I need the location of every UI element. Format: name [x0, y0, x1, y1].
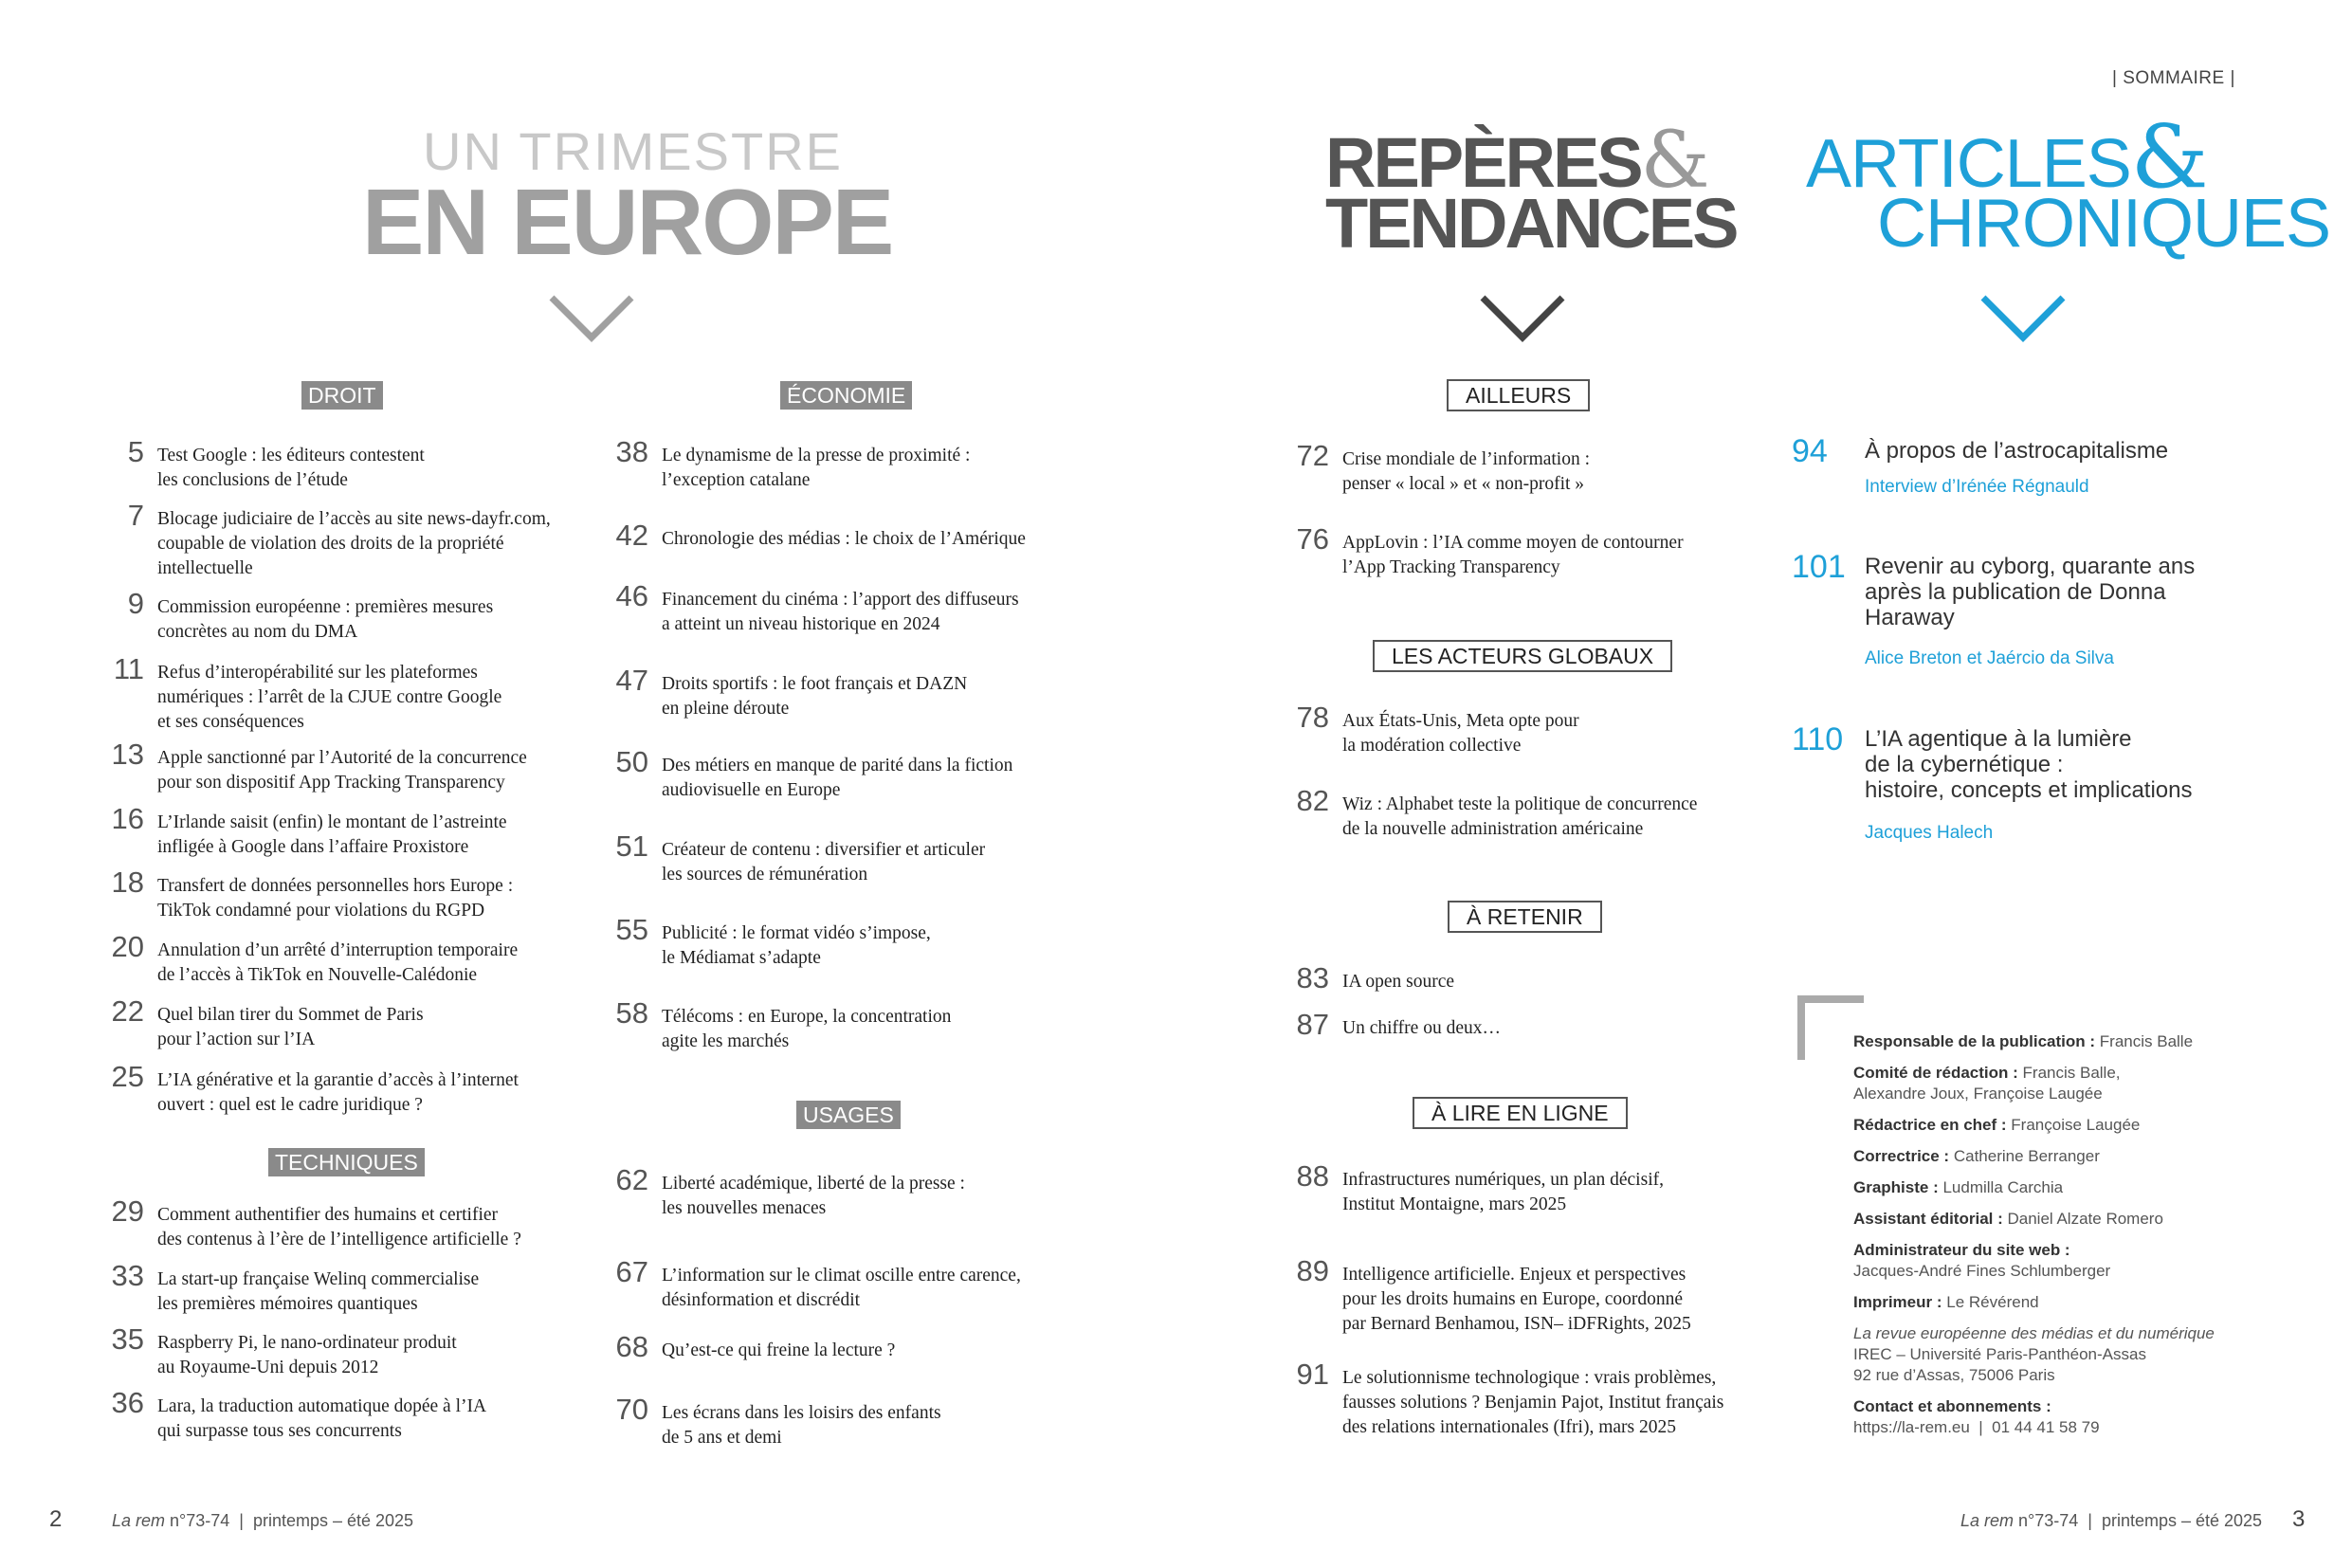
toc-page-number: 22 — [111, 994, 144, 1028]
credit-value: Jacques-André Fines Schlumberger — [1853, 1262, 2111, 1280]
toc-entry-title: Test Google : les éditeurs contestent les conclusions de l’étude — [157, 446, 425, 490]
credit-row — [1853, 1146, 2280, 1167]
toc-entry-title: Lara, la traduction automatique dopée à l’IA qui surpasse tous ses concurrents — [157, 1396, 487, 1441]
toc-entry — [127, 499, 551, 581]
toc-entry-title: Droits sportifs : le foot français et DAZN en pleine déroute — [662, 674, 968, 719]
toc-entry — [1296, 1008, 1501, 1041]
toc-entry — [615, 913, 931, 971]
footer-right — [1960, 1511, 2262, 1531]
heading-europe-line2: EN EUROPE — [362, 170, 893, 274]
toc-entry — [1296, 439, 1591, 497]
toc-entry-title: Qu’est-ce qui freine la lecture ? — [662, 1340, 896, 1360]
toc-page-number: 20 — [111, 930, 144, 963]
toc-entry-title: Crise mondiale de l’information : penser « local » et « non-profit » — [1342, 449, 1591, 494]
toc-entry — [1296, 522, 1684, 580]
toc-entry — [615, 519, 1026, 552]
credit-row — [1853, 1292, 2280, 1313]
toc-page-number: 35 — [111, 1322, 144, 1356]
credit-label: Imprimeur : — [1853, 1293, 1942, 1311]
toc-entry-title: Raspberry Pi, le nano-ordinateur produit au Royaume-Uni depuis 2012 — [157, 1333, 457, 1377]
credit-value: Ludmilla Carchia — [1938, 1178, 2064, 1196]
section-label-droit: DROIT — [301, 381, 383, 410]
toc-page-number: 91 — [1296, 1358, 1329, 1391]
heading-europe-line1: UN TRIMESTRE — [423, 121, 843, 181]
toc-entry — [1296, 701, 1579, 758]
toc-entry — [615, 435, 971, 493]
credit-label: Correctrice : — [1853, 1147, 1950, 1165]
toc-entry — [111, 994, 424, 1052]
toc-entry — [111, 866, 514, 923]
toc-page-number: 46 — [615, 579, 648, 612]
publisher-org: IREC – Université Paris-Panthéon-Assas — [1853, 1345, 2146, 1363]
credit-value: Françoise Laugée — [2006, 1116, 2141, 1134]
article-page-number: 110 — [1792, 721, 1844, 757]
heading-articles-line2: CHRONIQUES — [1877, 186, 2331, 262]
page-number-left: 2 — [49, 1506, 63, 1532]
article-page-number: 101 — [1792, 549, 1846, 585]
toc-entry — [615, 830, 986, 887]
credit-row — [1853, 1031, 2280, 1052]
toc-entry-title: Intelligence artificielle. Enjeux et perspectives pour les droits humains en Europe, coordonné par Bernard Benhamou, ISN– iDFRights, 2025 — [1342, 1265, 1691, 1334]
credits-block — [1853, 1031, 2280, 1449]
toc-entry-title: Les écrans dans les loisirs des enfants de 5 ans et demi — [662, 1403, 941, 1448]
footer-journal: La rem — [112, 1511, 166, 1530]
article-author: Alice Breton et Jaércio da Silva — [1865, 648, 2114, 668]
toc-entry-title: Un chiffre ou deux… — [1342, 1018, 1501, 1038]
toc-page-number: 50 — [615, 745, 648, 778]
toc-entry — [615, 579, 1019, 637]
credit-row — [1853, 1115, 2280, 1136]
toc-entry-title: Commission européenne : premières mesures concrètes au nom du DMA — [157, 597, 494, 642]
toc-page-number: 9 — [127, 587, 144, 620]
heading-articles-line1: ARTICLES — [1806, 126, 2131, 202]
toc-page-number: 38 — [615, 435, 648, 468]
article-title: L’IA agentique à la lumière de la cybernétique : histoire, concepts et implications — [1865, 726, 2193, 803]
toc-entry-title: Apple sanctionné par l’Autorité de la concurrence pour son dispositif App Tracking Transparency — [157, 748, 527, 793]
toc-entry-title: Des métiers en manque de parité dans la fiction audiovisuelle en Europe — [662, 756, 1013, 800]
toc-entry-title: Télécoms : en Europe, la concentration agite les marchés — [662, 1007, 952, 1051]
footer-left — [112, 1511, 413, 1531]
toc-page-number: 47 — [615, 664, 648, 697]
toc-entry — [127, 587, 494, 645]
credit-label: Assistant éditorial : — [1853, 1210, 2003, 1228]
toc-entry — [111, 1194, 521, 1252]
section-label-acteurs-globaux: LES ACTEURS GLOBAUX — [1373, 640, 1672, 672]
chevron-down-icon — [548, 294, 635, 343]
toc-entry — [127, 435, 425, 493]
ampersand-reperes: & — [1640, 116, 1710, 206]
toc-entry-title: Aux États-Unis, Meta opte pour la modération collective — [1342, 711, 1579, 756]
section-label-techniques: TECHNIQUES — [268, 1148, 425, 1176]
toc-page-number: 42 — [615, 519, 648, 552]
section-label-a-retenir: À RETENIR — [1448, 901, 1602, 933]
chevron-down-icon — [1979, 294, 2067, 343]
credit-row — [1853, 1240, 2280, 1282]
toc-page-number: 7 — [127, 499, 144, 532]
toc-entry — [113, 652, 502, 735]
toc-entry-title: L’IA générative et la garantie d’accès à l’internet ouvert : quel est le cadre juridique ? — [157, 1070, 519, 1115]
page-number-right: 3 — [2292, 1506, 2306, 1532]
toc-entry-title: Liberté académique, liberté de la presse : les nouvelles menaces — [662, 1174, 965, 1218]
footer-issue: n°73-74 | printemps – été 2025 — [2014, 1511, 2263, 1530]
toc-page-number: 87 — [1296, 1008, 1329, 1041]
toc-entry-title: Comment authentifier des humains et certifier des contenus à l’ère de l’intelligence artificielle ? — [157, 1205, 521, 1249]
toc-page-number: 88 — [1296, 1159, 1329, 1193]
toc-page-number: 78 — [1296, 701, 1329, 734]
toc-page-number: 11 — [113, 652, 144, 685]
toc-entry-title: L’Irlande saisit (enfin) le montant de l’astreinte infligée à Google dans l’affaire Proxistore — [157, 812, 507, 857]
publisher-address: 92 rue d’Assas, 75006 Paris — [1853, 1366, 2055, 1384]
toc-entry — [615, 1163, 965, 1221]
publisher-journal: La revue européenne des médias et du numérique — [1853, 1324, 2215, 1342]
toc-entry — [615, 1393, 941, 1450]
ampersand-articles: & — [2130, 106, 2209, 208]
chevron-down-icon — [1479, 294, 1566, 343]
article-title: À propos de l’astrocapitalisme — [1865, 438, 2169, 464]
toc-page-number: 62 — [615, 1163, 648, 1196]
credit-value: Francis Balle, Alexandre Joux, Françoise Laugée — [1853, 1064, 2121, 1103]
toc-page-number: 67 — [615, 1255, 648, 1288]
toc-page-number: 51 — [615, 830, 648, 863]
toc-entry — [615, 1330, 896, 1363]
toc-entry — [1296, 784, 1698, 842]
footer-issue: n°73-74 | printemps – été 2025 — [165, 1511, 414, 1530]
toc-entry — [1296, 1159, 1664, 1217]
credit-value: Le Révérend — [1942, 1293, 2039, 1311]
toc-entry-title: Infrastructures numériques, un plan décisif, Institut Montaigne, mars 2025 — [1342, 1170, 1664, 1214]
credit-value: Daniel Alzate Romero — [2002, 1210, 2163, 1228]
credit-row — [1853, 1177, 2280, 1198]
toc-entry-title: AppLovin : l’IA comme moyen de contourner l’App Tracking Transparency — [1342, 533, 1684, 577]
contact-value: https://la-rem.eu | 01 44 41 58 79 — [1853, 1418, 2100, 1436]
toc-entry-title: Wiz : Alphabet teste la politique de concurrence de la nouvelle administration américaine — [1342, 794, 1698, 839]
toc-entry-title: Publicité : le format vidéo s’impose, le Médiamat s’adapte — [662, 923, 931, 968]
article-author: Jacques Halech — [1865, 823, 1994, 843]
heading-reperes-line1: REPÈRES — [1325, 123, 1641, 202]
contact-label: Contact et abonnements : — [1853, 1397, 2051, 1415]
toc-page-number: 83 — [1296, 961, 1329, 994]
credit-label: Rédactrice en chef : — [1853, 1116, 2007, 1134]
toc-entry-title: Chronologie des médias : le choix de l’Amérique — [662, 529, 1026, 549]
section-label-a-lire-en-ligne: À LIRE EN LIGNE — [1413, 1097, 1628, 1129]
toc-entry-title: Transfert de données personnelles hors Europe : TikTok condamné pour violations du RGPD — [157, 876, 514, 921]
section-label-economie: ÉCONOMIE — [780, 381, 912, 410]
toc-entry — [1296, 1358, 1724, 1440]
toc-page-number: 16 — [111, 802, 144, 835]
credit-label: Graphiste : — [1853, 1178, 1939, 1196]
section-label-ailleurs: AILLEURS — [1447, 379, 1590, 411]
toc-entry-title: L’information sur le climat oscille entre carence, désinformation et discrédit — [662, 1266, 1021, 1310]
toc-entry — [1296, 961, 1455, 994]
toc-entry — [111, 1386, 487, 1444]
credit-label: Comité de rédaction : — [1853, 1064, 2018, 1082]
section-label-usages: USAGES — [796, 1101, 901, 1129]
toc-entry — [1296, 1254, 1691, 1337]
heading-reperes-line2: TENDANCES — [1325, 184, 1737, 263]
toc-entry — [111, 1322, 457, 1380]
toc-page-number: 13 — [111, 738, 144, 771]
credit-label: Administrateur du site web : — [1853, 1241, 2070, 1259]
toc-entry-title: Refus d’interopérabilité sur les plateformes numériques : l’arrêt de la CJUE contre Google et ses conséquences — [157, 663, 502, 732]
toc-entry — [111, 930, 519, 988]
credit-label: Responsable de la publication : — [1853, 1032, 2096, 1050]
toc-page-number: 82 — [1296, 784, 1329, 817]
toc-entry-title: Annulation d’un arrêté d’interruption temporaire de l’accès à TikTok en Nouvelle-Calédonie — [157, 940, 519, 985]
toc-entry — [111, 1259, 480, 1317]
toc-page-number: 76 — [1296, 522, 1329, 556]
toc-entry — [615, 664, 968, 721]
article-page-number: 94 — [1792, 433, 1828, 469]
toc-page-number: 18 — [111, 866, 144, 899]
toc-page-number: 29 — [111, 1194, 144, 1228]
toc-page-number: 72 — [1296, 439, 1329, 472]
toc-page-number: 36 — [111, 1386, 144, 1419]
toc-entry-title: Quel bilan tirer du Sommet de Paris pour l’action sur l’IA — [157, 1005, 424, 1049]
toc-page-number: 55 — [615, 913, 648, 946]
sommaire-label: | SOMMAIRE | — [2112, 68, 2235, 88]
toc-entry — [111, 802, 507, 860]
toc-page-number: 5 — [127, 435, 144, 468]
toc-entry-title: Le solutionnisme technologique : vrais problèmes, fausses solutions ? Benjamin Pajot, Institut français des relations internationales (Ifri), mars 2025 — [1342, 1368, 1724, 1437]
toc-entry — [111, 1060, 519, 1118]
toc-page-number: 68 — [615, 1330, 648, 1363]
toc-entry-title: IA open source — [1342, 972, 1455, 992]
toc-page-number: 33 — [111, 1259, 144, 1292]
toc-entry-title: Blocage judiciaire de l’accès au site news-dayfr.com, coupable de violation des droits de la propriété intellectuelle — [157, 509, 551, 578]
toc-entry-title: Le dynamisme de la presse de proximité : l’exception catalane — [662, 446, 971, 490]
toc-entry — [111, 738, 527, 795]
article-author: Interview d’Irénée Régnauld — [1865, 477, 2089, 497]
toc-entry — [615, 996, 952, 1054]
footer-journal: La rem — [1960, 1511, 2015, 1530]
toc-entry-title: Financement du cinéma : l’apport des diffuseurs a atteint un niveau historique en 2024 — [662, 590, 1019, 634]
toc-entry-title: Créateur de contenu : diversifier et articuler les sources de rémunération — [662, 840, 986, 884]
credit-row — [1853, 1209, 2280, 1230]
toc-entry — [615, 745, 1013, 803]
toc-page-number: 58 — [615, 996, 648, 1030]
article-title: Revenir au cyborg, quarante ans après la publication de Donna Haraway — [1865, 554, 2196, 630]
credit-row — [1853, 1063, 2280, 1104]
toc-page-number: 25 — [111, 1060, 144, 1093]
toc-page-number: 70 — [615, 1393, 648, 1426]
credit-value: Francis Balle — [2095, 1032, 2194, 1050]
toc-page-number: 89 — [1296, 1254, 1329, 1287]
credit-value: Catherine Berranger — [1949, 1147, 2100, 1165]
toc-entry — [615, 1255, 1021, 1313]
toc-entry-title: La start-up française Welinq commercialise les premières mémoires quantiques — [157, 1269, 480, 1314]
